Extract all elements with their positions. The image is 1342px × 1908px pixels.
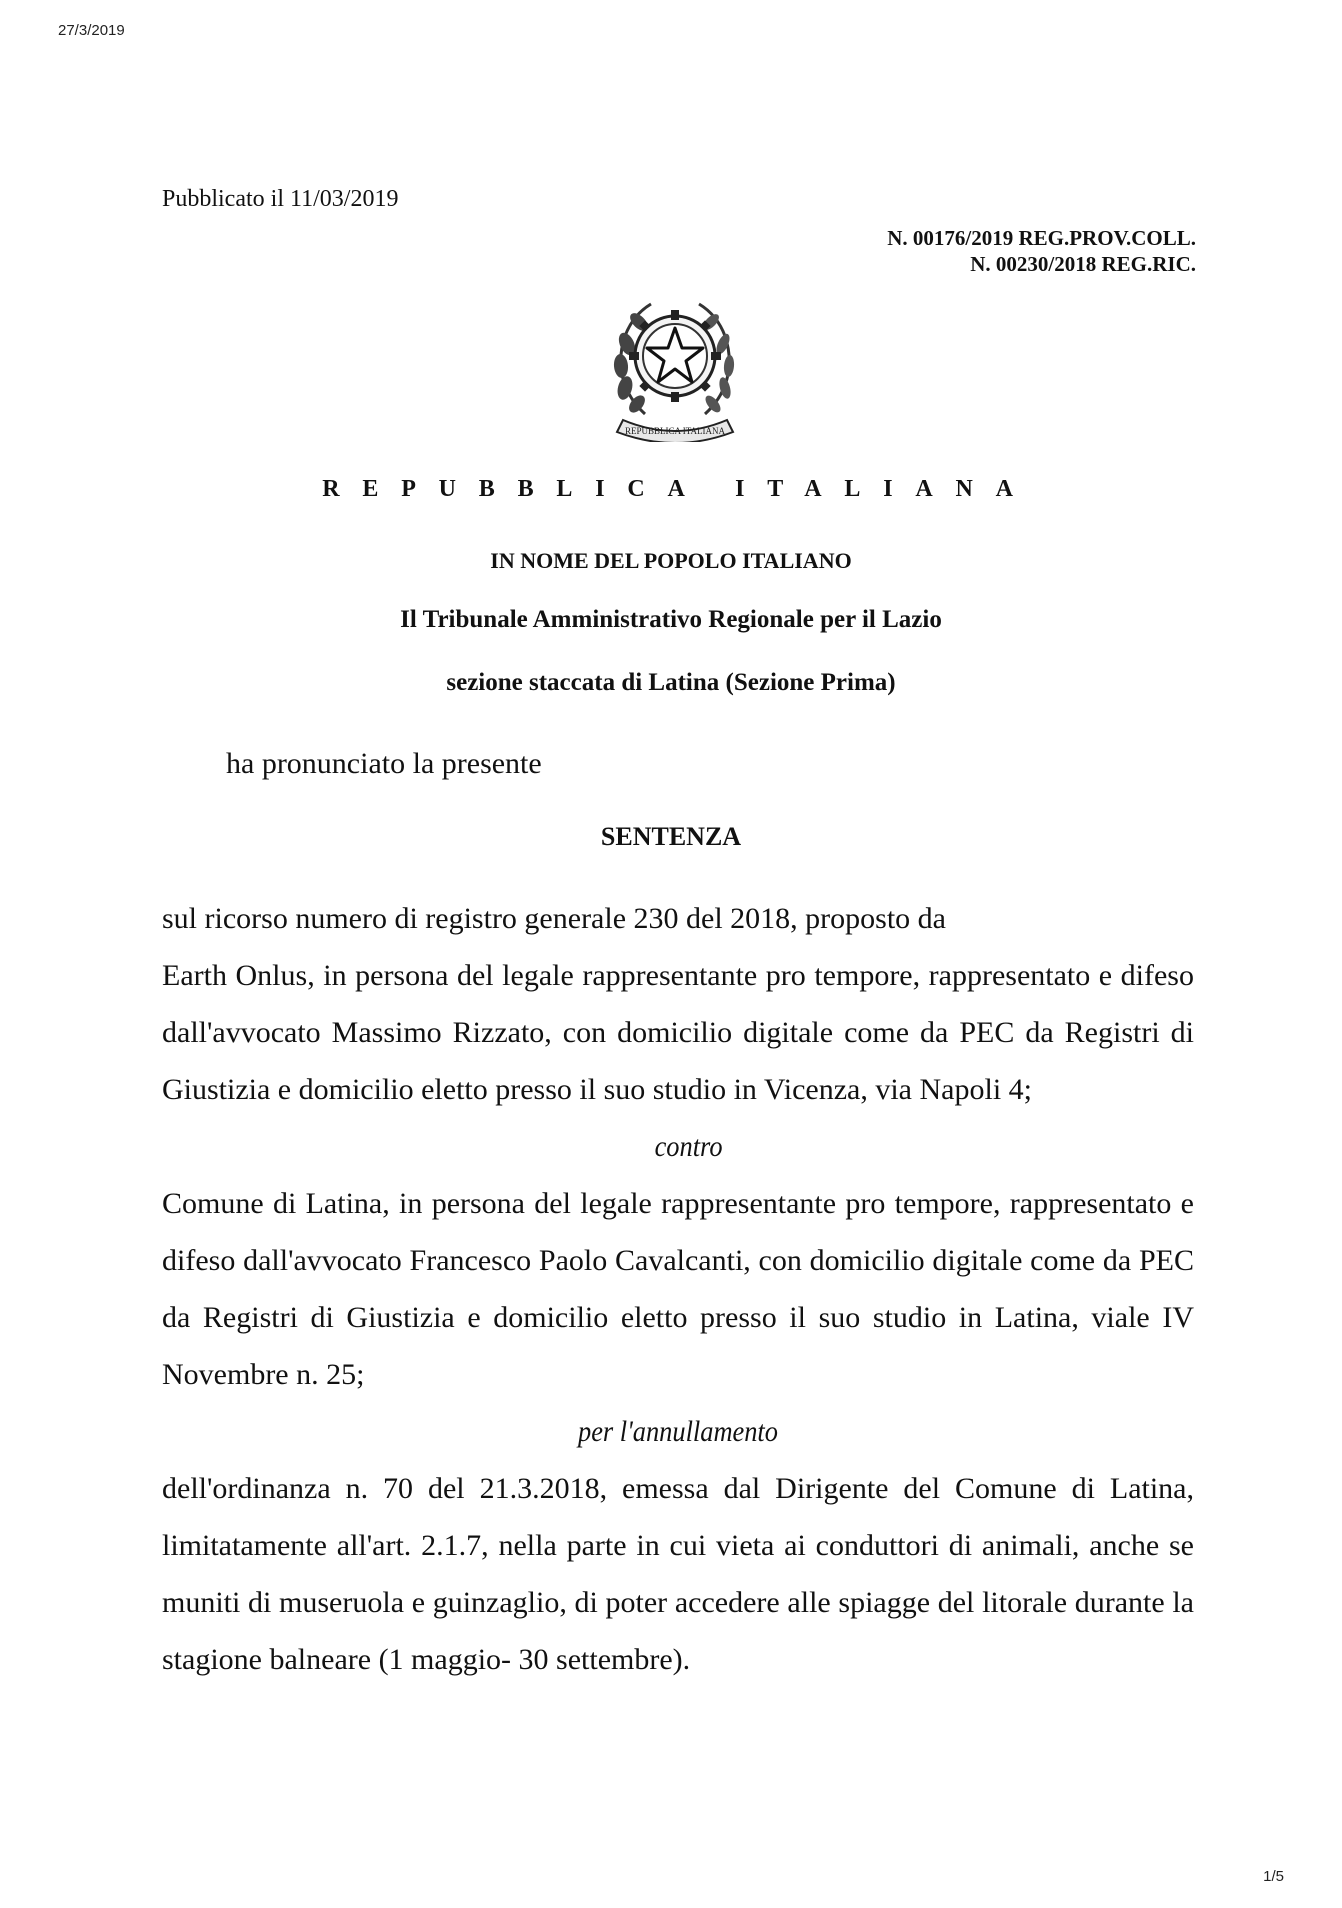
page-number: 1/5 bbox=[1263, 1868, 1284, 1885]
sentenza-heading: SENTENZA bbox=[600, 822, 742, 851]
reg-ric-number: N. 00230/2018 REG.RIC. bbox=[970, 252, 1196, 276]
emblem-ribbon-text: REPUBBLICA ITALIANA bbox=[624, 426, 726, 436]
publication-date: Pubblicato il 11/03/2019 bbox=[162, 186, 399, 212]
republic-emblem-icon bbox=[605, 284, 745, 442]
tribunal-name: Il Tribunale Amministrativo Regionale per il Lazio bbox=[400, 606, 942, 633]
republic-heading: REPUBBLICA ITALIANA bbox=[322, 476, 1036, 502]
pronunciato-text: ha pronunciato la presente bbox=[226, 747, 542, 780]
contro-heading: contro bbox=[654, 1130, 723, 1163]
in-nome-heading: IN NOME DEL POPOLO ITALIANO bbox=[490, 548, 852, 573]
oggetto-paragraph: dell'ordinanza n. 70 del 21.3.2018, emessa dal Dirigente del Comune di Latina, limitatamente all'art. 2.1.7, nella parte in cui vieta ai conduttori di animali, anche se muniti di museruola e guinzaglio, di poter accedere alle spiagge del litorale durante la stagione balneare (1 maggio- 30 settembre). bbox=[162, 1472, 1194, 1676]
resistente-paragraph: Comune di Latina, in persona del legale rappresentante pro tempore, rappresentato e difeso dall'avvocato Francesco Paolo Cavalcanti, con domicilio digitale come da PEC da Registri di Giustizia e domicilio eletto presso il suo studio in Latina, viale IV Novembre n. 25; bbox=[162, 1187, 1194, 1391]
ricorrente-paragraph: Earth Onlus, in persona del legale rappresentante pro tempore, rappresentato e difeso dall'avvocato Massimo Rizzato, con domicilio digitale come da PEC da Registri di Giustizia e domicilio eletto presso il suo studio in Vicenza, via Napoli 4; bbox=[162, 959, 1194, 1106]
print-date: 27/3/2019 bbox=[58, 22, 125, 39]
ricorso-line: sul ricorso numero di registro generale 230 del 2018, proposto da bbox=[162, 902, 946, 935]
tribunal-section: sezione staccata di Latina (Sezione Prima) bbox=[446, 669, 896, 696]
document-body bbox=[162, 890, 1194, 1688]
reg-prov-coll-number: N. 00176/2019 REG.PROV.COLL. bbox=[887, 226, 1196, 250]
annullamento-heading: per l'annullamento bbox=[578, 1415, 778, 1448]
